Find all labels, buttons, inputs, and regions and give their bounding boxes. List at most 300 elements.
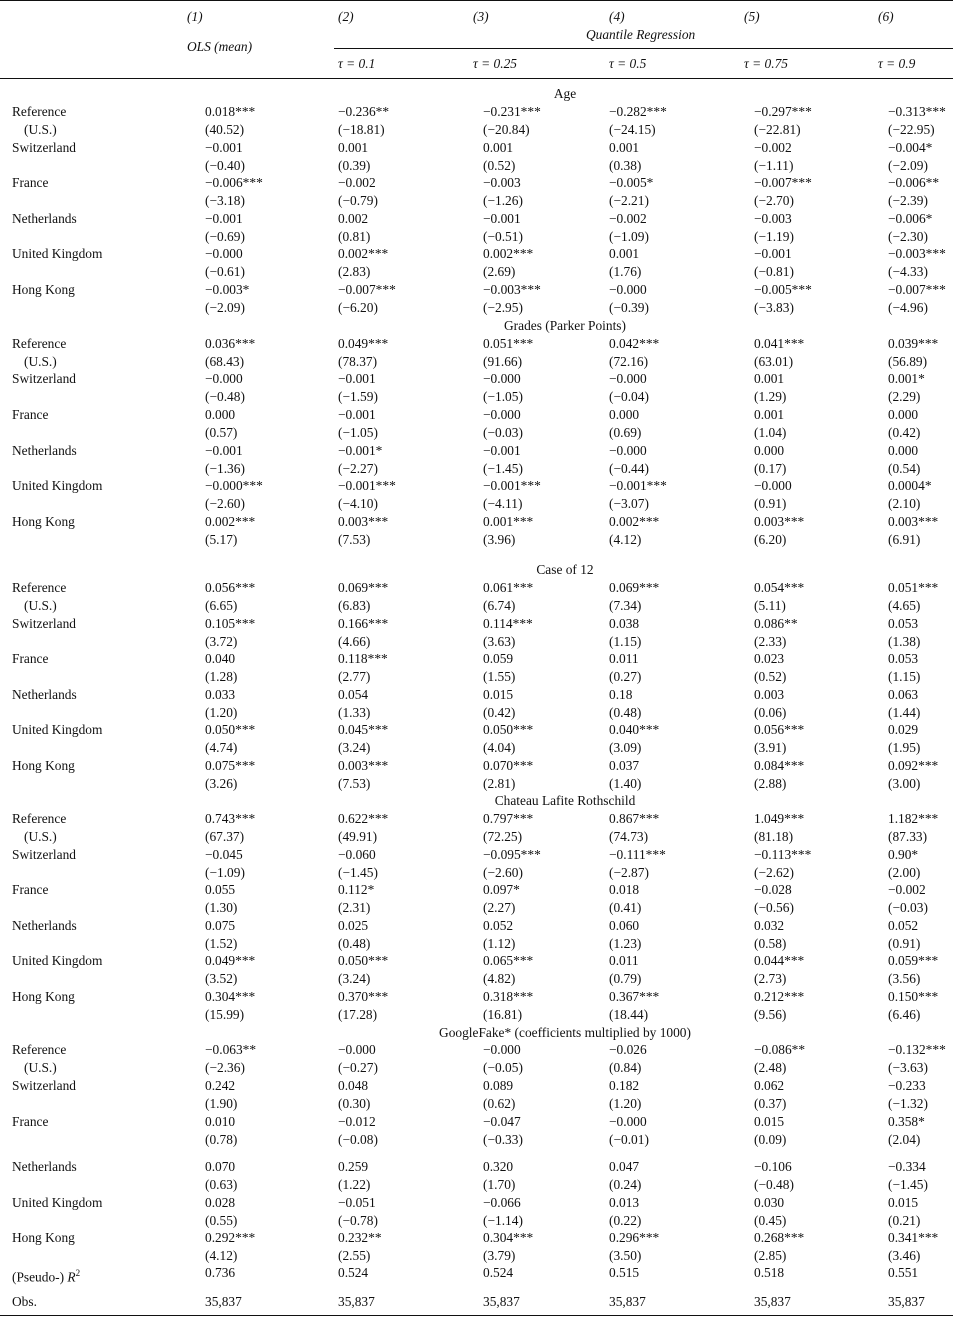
t-stat-cell: (6.91) (888, 532, 921, 547)
coefficient-cell: 0.182 (609, 1078, 640, 1093)
t-stat-cell: (18.44) (609, 1007, 649, 1022)
obs-cell: 35,837 (205, 1294, 242, 1309)
coefficient-cell: 0.025 (338, 918, 369, 933)
t-stat-cell: (1.30) (205, 900, 238, 915)
coefficient-cell: 0.166*** (338, 616, 389, 631)
t-stat-cell: (2.88) (754, 776, 787, 791)
coefficient-cell: 0.296*** (609, 1230, 660, 1245)
t-stat-cell: (−1.36) (205, 461, 245, 476)
coefficient-cell: −0.001 (205, 443, 243, 458)
row-label: Switzerland (12, 140, 76, 155)
tau-label-6: τ = 0.9 (878, 56, 916, 71)
t-stat-cell: (5.17) (205, 532, 238, 547)
coefficient-cell: 0.036*** (205, 336, 256, 351)
col-number-3: (3) (473, 9, 489, 24)
coefficient-cell: −0.000 (483, 1042, 521, 1057)
coefficient-cell: −0.001 (338, 371, 376, 386)
t-stat-cell: (3.26) (205, 776, 238, 791)
row-label: United Kingdom (12, 478, 103, 493)
t-stat-cell: (2.33) (754, 634, 787, 649)
t-stat-cell: (3.00) (888, 776, 921, 791)
coefficient-cell: 0.003*** (338, 514, 389, 529)
t-stat-cell: (4.74) (205, 740, 238, 755)
coefficient-cell: −0.334 (888, 1159, 926, 1174)
t-stat-cell: (6.74) (483, 598, 516, 613)
t-stat-cell: (−2.87) (609, 865, 649, 880)
t-stat-cell: (16.81) (483, 1007, 523, 1022)
t-stat-cell: (−24.15) (609, 122, 656, 137)
tau-label-4: τ = 0.5 (609, 56, 647, 71)
coefficient-cell: −0.004* (888, 140, 933, 155)
t-stat-cell: (3.52) (205, 971, 238, 986)
t-stat-cell: (74.73) (609, 829, 649, 844)
coefficient-cell: 0.001*** (483, 514, 534, 529)
coefficient-cell: 0.037 (609, 758, 640, 773)
row-label: Netherlands (12, 443, 77, 458)
obs-cell: 35,837 (609, 1294, 646, 1309)
tau-label-2: τ = 0.1 (338, 56, 376, 71)
coefficient-cell: 0.049*** (205, 953, 256, 968)
row-label: Netherlands (12, 918, 77, 933)
col-number-1: (1) (187, 9, 203, 24)
t-stat-cell: (0.81) (338, 229, 371, 244)
row-label: Hong Kong (12, 514, 75, 529)
coefficient-cell: −0.000 (609, 371, 647, 386)
t-stat-cell: (0.78) (205, 1132, 238, 1147)
coefficient-cell: −0.045 (205, 847, 243, 862)
coefficient-cell: 0.743*** (205, 811, 256, 826)
t-stat-cell: (−2.60) (483, 865, 523, 880)
coefficient-cell: −0.132*** (888, 1042, 946, 1057)
coefficient-cell: 0.033 (205, 687, 236, 702)
row-label: Switzerland (12, 371, 76, 386)
coefficient-cell: −0.002 (609, 211, 647, 226)
coefficient-cell: −0.000 (609, 282, 647, 297)
t-stat-cell: (87.33) (888, 829, 928, 844)
t-stat-cell: (2.83) (338, 264, 371, 279)
t-stat-cell: (0.54) (888, 461, 921, 476)
top-rule (0, 0, 953, 1)
coefficient-cell: 0.001 (609, 140, 640, 155)
coefficient-cell: 0.242 (205, 1078, 236, 1093)
coefficient-cell: 0.028 (205, 1195, 236, 1210)
r2-label: (Pseudo-) $R^2$ (12, 1268, 81, 1285)
row-label: United Kingdom (12, 1195, 103, 1210)
coefficient-cell: −0.060 (338, 847, 376, 862)
t-stat-cell: (−0.40) (205, 158, 245, 173)
coefficient-cell: −0.001 (205, 140, 243, 155)
t-stat-cell: (−2.62) (754, 865, 794, 880)
coefficient-cell: −0.003*** (483, 282, 541, 297)
coefficient-cell: −0.297*** (754, 104, 812, 119)
t-stat-cell: (0.58) (754, 936, 787, 951)
t-stat-cell: (1.29) (754, 389, 787, 404)
quantile-regression-label: Quantile Regression (586, 27, 696, 42)
t-stat-cell: (−0.61) (205, 264, 245, 279)
t-stat-cell: (−0.48) (754, 1177, 794, 1192)
t-stat-cell: (1.20) (205, 705, 238, 720)
t-stat-cell: (2.31) (338, 900, 371, 915)
col-number-4: (4) (609, 9, 625, 24)
t-stat-cell: (−2.27) (338, 461, 378, 476)
t-stat-cell: (81.18) (754, 829, 794, 844)
coefficient-cell: −0.000 (754, 478, 792, 493)
coefficient-cell: 0.013 (609, 1195, 640, 1210)
coefficient-cell: 0.075 (205, 918, 236, 933)
coefficient-cell: 0.797*** (483, 811, 534, 826)
coefficient-cell: 0.118*** (338, 651, 388, 666)
r2-cell: 0.524 (338, 1265, 369, 1280)
t-stat-cell: (−6.20) (338, 300, 378, 315)
t-stat-cell: (−4.10) (338, 496, 378, 511)
quantile-regression-rule (334, 48, 953, 49)
t-stat-cell: (6.65) (205, 598, 238, 613)
t-stat-cell: (−0.33) (483, 1132, 523, 1147)
row-label: Switzerland (12, 847, 76, 862)
t-stat-cell: (−2.36) (205, 1060, 245, 1075)
row-label: United Kingdom (12, 722, 103, 737)
coefficient-cell: −0.113*** (754, 847, 812, 862)
row-label: Reference (12, 811, 67, 826)
t-stat-cell: (56.89) (888, 354, 928, 369)
t-stat-cell: (−1.19) (754, 229, 794, 244)
t-stat-cell: (−2.30) (888, 229, 928, 244)
coefficient-cell: 0.259 (338, 1159, 369, 1174)
t-stat-cell: (3.09) (609, 740, 642, 755)
coefficient-cell: 0.092*** (888, 758, 939, 773)
coefficient-cell: 0.003 (754, 687, 785, 702)
t-stat-cell: (1.12) (483, 936, 516, 951)
coefficient-cell: −0.007*** (754, 175, 812, 190)
coefficient-cell: 0.001* (888, 371, 925, 386)
coefficient-cell: 0.015 (888, 1195, 919, 1210)
t-stat-cell: (7.34) (609, 598, 642, 613)
t-stat-cell: (4.12) (205, 1248, 238, 1263)
t-stat-cell: (0.48) (338, 936, 371, 951)
t-stat-cell: (9.56) (754, 1007, 787, 1022)
t-stat-cell: (3.56) (888, 971, 921, 986)
t-stat-cell: (3.46) (888, 1248, 921, 1263)
t-stat-cell: (68.43) (205, 354, 245, 369)
t-stat-cell: (0.17) (754, 461, 787, 476)
t-stat-cell: (2.55) (338, 1248, 371, 1263)
coefficient-cell: 0.867*** (609, 811, 660, 826)
t-stat-cell: (0.57) (205, 425, 238, 440)
coefficient-cell: 0.002*** (338, 246, 389, 261)
t-stat-cell: (−1.45) (888, 1177, 928, 1192)
coefficient-cell: 0.90* (888, 847, 919, 862)
t-stat-cell: (−0.69) (205, 229, 245, 244)
t-stat-cell: (−0.01) (609, 1132, 649, 1147)
coefficient-cell: 0.18 (609, 687, 633, 702)
coefficient-cell: 0.063 (888, 687, 919, 702)
t-stat-cell: (1.15) (888, 669, 921, 684)
section-title: Chateau Lafite Rothschild (494, 793, 636, 808)
t-stat-cell: (0.38) (609, 158, 642, 173)
coefficient-cell: 0.112* (338, 882, 375, 897)
t-stat-cell: (−0.56) (754, 900, 794, 915)
t-stat-cell: (1.90) (205, 1096, 238, 1111)
coefficient-cell: 0.030 (754, 1195, 785, 1210)
coefficient-cell: 0.001 (754, 407, 785, 422)
t-stat-cell: (−1.26) (483, 193, 523, 208)
t-stat-cell: (−4.96) (888, 300, 928, 315)
coefficient-cell: 0.001 (754, 371, 785, 386)
row-label: Reference (12, 1042, 67, 1057)
t-stat-cell: (5.11) (754, 598, 786, 613)
section-title: GoogleFake* (coefficients multiplied by 1000) (439, 1025, 691, 1040)
section-title: Age (553, 86, 577, 101)
tau-label-3: τ = 0.25 (473, 56, 517, 71)
row-label-secondary: (U.S.) (24, 1060, 57, 1075)
coefficient-cell: 0.053 (888, 651, 919, 666)
coefficient-cell: 0.018*** (205, 104, 256, 119)
t-stat-cell: (−3.07) (609, 496, 649, 511)
t-stat-cell: (1.33) (338, 705, 371, 720)
t-stat-cell: (0.45) (754, 1213, 787, 1228)
coefficient-cell: 0.000 (754, 443, 785, 458)
t-stat-cell: (−18.81) (338, 122, 385, 137)
t-stat-cell: (−0.27) (338, 1060, 378, 1075)
coefficient-cell: 0.070 (205, 1159, 236, 1174)
t-stat-cell: (1.55) (483, 669, 516, 684)
t-stat-cell: (1.44) (888, 705, 921, 720)
coefficient-cell: 0.000 (888, 443, 919, 458)
t-stat-cell: (0.27) (609, 669, 642, 684)
t-stat-cell: (−0.03) (888, 900, 928, 915)
t-stat-cell: (0.62) (483, 1096, 516, 1111)
coefficient-cell: −0.236** (338, 104, 390, 119)
coefficient-cell: 0.367*** (609, 989, 660, 1004)
coefficient-cell: 0.061*** (483, 580, 534, 595)
t-stat-cell: (1.28) (205, 669, 238, 684)
obs-label: Obs. (12, 1294, 37, 1309)
t-stat-cell: (−0.39) (609, 300, 649, 315)
row-label: Hong Kong (12, 1230, 75, 1245)
t-stat-cell: (−2.95) (483, 300, 523, 315)
t-stat-cell: (−20.84) (483, 122, 530, 137)
coefficient-cell: 0.304*** (205, 989, 256, 1004)
t-stat-cell: (0.24) (609, 1177, 642, 1192)
t-stat-cell: (−0.48) (205, 389, 245, 404)
coefficient-cell: −0.001 (754, 246, 792, 261)
row-label: United Kingdom (12, 953, 103, 968)
coefficient-cell: −0.233 (888, 1078, 926, 1093)
row-label: Hong Kong (12, 989, 75, 1004)
t-stat-cell: (1.23) (609, 936, 642, 951)
row-label: France (12, 407, 49, 422)
row-label-secondary: (U.S.) (24, 829, 57, 844)
coefficient-cell: 0.002*** (483, 246, 534, 261)
coefficient-cell: 0.050*** (483, 722, 534, 737)
coefficient-cell: −0.111*** (609, 847, 666, 862)
obs-cell: 35,837 (338, 1294, 375, 1309)
t-stat-cell: (0.79) (609, 971, 642, 986)
t-stat-cell: (1.95) (888, 740, 921, 755)
coefficient-cell: −0.001 (338, 407, 376, 422)
coefficient-cell: 1.049*** (754, 811, 805, 826)
t-stat-cell: (1.38) (888, 634, 921, 649)
coefficient-cell: 0.622*** (338, 811, 389, 826)
t-stat-cell: (−2.09) (205, 300, 245, 315)
coefficient-cell: −0.005*** (754, 282, 812, 297)
t-stat-cell: (−3.63) (888, 1060, 928, 1075)
coefficient-cell: −0.051 (338, 1195, 376, 1210)
t-stat-cell: (0.84) (609, 1060, 642, 1075)
ols-mean-label: OLS (mean) (187, 39, 253, 54)
t-stat-cell: (−1.59) (338, 389, 378, 404)
t-stat-cell: (15.99) (205, 1007, 245, 1022)
row-label: Reference (12, 580, 67, 595)
r2-cell: 0.518 (754, 1265, 785, 1280)
t-stat-cell: (−4.11) (483, 496, 523, 511)
t-stat-cell: (−4.33) (888, 264, 928, 279)
row-label: Hong Kong (12, 282, 75, 297)
t-stat-cell: (7.53) (338, 776, 371, 791)
t-stat-cell: (−2.70) (754, 193, 794, 208)
t-stat-cell: (−3.83) (754, 300, 794, 315)
bottom-rule (0, 1315, 953, 1316)
t-stat-cell: (−1.09) (609, 229, 649, 244)
t-stat-cell: (0.55) (205, 1213, 238, 1228)
coefficient-cell: 0.089 (483, 1078, 514, 1093)
coefficient-cell: 0.065*** (483, 953, 534, 968)
coefficient-cell: 0.018 (609, 882, 640, 897)
t-stat-cell: (2.69) (483, 264, 516, 279)
row-label-secondary: (U.S.) (24, 122, 57, 137)
t-stat-cell: (4.04) (483, 740, 516, 755)
header-bottom-rule (0, 78, 953, 79)
coefficient-cell: −0.000 (205, 371, 243, 386)
coefficient-cell: 0.047 (609, 1159, 640, 1174)
coefficient-cell: 0.054*** (754, 580, 805, 595)
t-stat-cell: (17.28) (338, 1007, 378, 1022)
coefficient-cell: −0.095*** (483, 847, 541, 862)
coefficient-cell: 0.003*** (888, 514, 939, 529)
t-stat-cell: (−0.51) (483, 229, 523, 244)
r2-cell: 0.515 (609, 1265, 640, 1280)
coefficient-cell: −0.001*** (338, 478, 396, 493)
coefficient-cell: 0.059 (483, 651, 514, 666)
coefficient-cell: 0.150*** (888, 989, 939, 1004)
t-stat-cell: (−0.08) (338, 1132, 378, 1147)
obs-cell: 35,837 (483, 1294, 520, 1309)
t-stat-cell: (−1.45) (483, 461, 523, 476)
t-stat-cell: (0.91) (888, 936, 921, 951)
t-stat-cell: (3.72) (205, 634, 238, 649)
t-stat-cell: (0.42) (888, 425, 921, 440)
coefficient-cell: 0.051*** (888, 580, 939, 595)
coefficient-cell: 0.084*** (754, 758, 805, 773)
t-stat-cell: (−1.45) (338, 865, 378, 880)
coefficient-cell: 0.044*** (754, 953, 805, 968)
t-stat-cell: (−0.03) (483, 425, 523, 440)
coefficient-cell: 0.318*** (483, 989, 534, 1004)
coefficient-cell: 0.304*** (483, 1230, 534, 1245)
t-stat-cell: (6.46) (888, 1007, 921, 1022)
coefficient-cell: 0.029 (888, 722, 919, 737)
t-stat-cell: (1.70) (483, 1177, 516, 1192)
coefficient-cell: −0.002 (888, 882, 926, 897)
coefficient-cell: 0.070*** (483, 758, 534, 773)
coefficient-cell: 1.182*** (888, 811, 939, 826)
t-stat-cell: (−1.32) (888, 1096, 928, 1111)
t-stat-cell: (−2.39) (888, 193, 928, 208)
coefficient-cell: −0.000 (609, 1114, 647, 1129)
col-number-5: (5) (744, 9, 760, 24)
row-label: Reference (12, 336, 67, 351)
t-stat-cell: (2.29) (888, 389, 921, 404)
t-stat-cell: (−0.44) (609, 461, 649, 476)
coefficient-cell: −0.006* (888, 211, 933, 226)
coefficient-cell: −0.003 (754, 211, 792, 226)
coefficient-cell: 0.002*** (609, 514, 660, 529)
obs-cell: 35,837 (754, 1294, 791, 1309)
t-stat-cell: (−22.81) (754, 122, 801, 137)
coefficient-cell: 0.000 (888, 407, 919, 422)
coefficient-cell: −0.000 (483, 407, 521, 422)
coefficient-cell: 0.053 (888, 616, 919, 631)
row-label: Switzerland (12, 1078, 76, 1093)
coefficient-cell: 0.050*** (205, 722, 256, 737)
coefficient-cell: −0.007*** (888, 282, 946, 297)
t-stat-cell: (−0.78) (338, 1213, 378, 1228)
t-stat-cell: (0.48) (609, 705, 642, 720)
t-stat-cell: (0.37) (754, 1096, 787, 1111)
row-label: Netherlands (12, 1159, 77, 1174)
t-stat-cell: (2.81) (483, 776, 516, 791)
t-stat-cell: (0.91) (754, 496, 787, 511)
coefficient-cell: 0.010 (205, 1114, 236, 1129)
coefficient-cell: 0.032 (754, 918, 785, 933)
coefficient-cell: 0.075*** (205, 758, 256, 773)
coefficient-cell: −0.001*** (609, 478, 667, 493)
t-stat-cell: (2.85) (754, 1248, 787, 1263)
coefficient-cell: −0.086** (754, 1042, 806, 1057)
t-stat-cell: (−2.09) (888, 158, 928, 173)
row-label: United Kingdom (12, 246, 103, 261)
row-label: France (12, 651, 49, 666)
coefficient-cell: 0.069*** (338, 580, 389, 595)
coefficient-cell: 0.023 (754, 651, 785, 666)
coefficient-cell: 0.056*** (205, 580, 256, 595)
t-stat-cell: (4.66) (338, 634, 371, 649)
coefficient-cell: 0.086** (754, 616, 798, 631)
t-stat-cell: (78.37) (338, 354, 378, 369)
row-label: Reference (12, 104, 67, 119)
coefficient-cell: −0.313*** (888, 104, 946, 119)
coefficient-cell: 0.268*** (754, 1230, 805, 1245)
coefficient-cell: −0.012 (338, 1114, 376, 1129)
t-stat-cell: (40.52) (205, 122, 245, 137)
t-stat-cell: (72.25) (483, 829, 523, 844)
t-stat-cell: (−1.05) (483, 389, 523, 404)
coefficient-cell: 0.052 (483, 918, 514, 933)
coefficient-cell: 0.040*** (609, 722, 660, 737)
t-stat-cell: (−0.81) (754, 264, 794, 279)
t-stat-cell: (6.20) (754, 532, 787, 547)
coefficient-cell: 0.056*** (754, 722, 805, 737)
coefficient-cell: 0.011 (609, 953, 639, 968)
coefficient-cell: 0.038 (609, 616, 640, 631)
coefficient-cell: 0.051*** (483, 336, 534, 351)
t-stat-cell: (−1.09) (205, 865, 245, 880)
t-stat-cell: (0.21) (888, 1213, 921, 1228)
t-stat-cell: (4.12) (609, 532, 642, 547)
t-stat-cell: (0.09) (754, 1132, 787, 1147)
coefficient-cell: 0.049*** (338, 336, 389, 351)
coefficient-cell: −0.005* (609, 175, 654, 190)
